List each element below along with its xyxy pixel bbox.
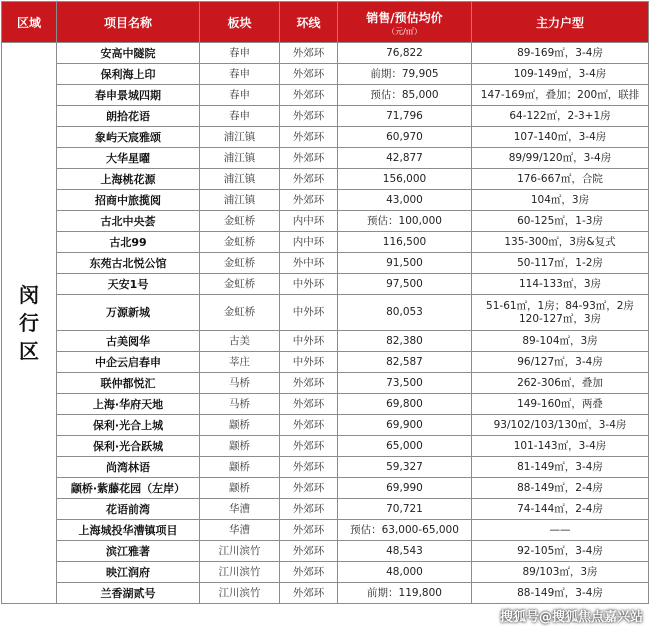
region-label: 闵行区 — [18, 281, 40, 365]
unit-type-text: 89-104㎡，3房 — [472, 336, 648, 347]
project-name-cell: 滨江雅著 — [57, 541, 200, 562]
price-cell: 70,721 — [338, 499, 472, 520]
area-cell: 春申 — [200, 106, 280, 127]
unit-type-cell — [472, 415, 649, 436]
project-name-cell: 上海·华府天地 — [57, 394, 200, 415]
header-row — [2, 2, 649, 43]
area-cell: 浦江镇 — [200, 169, 280, 190]
ring-cell: 外郊环 — [280, 373, 338, 394]
area-cell: 春申 — [200, 43, 280, 64]
area-cell: 华漕 — [200, 499, 280, 520]
ring-cell: 中外环 — [280, 352, 338, 373]
unit-type-cell — [472, 436, 649, 457]
table-row — [2, 169, 649, 190]
area-cell: 金虹桥 — [200, 295, 280, 331]
ring-cell: 中外环 — [280, 331, 338, 352]
table-row — [2, 583, 649, 604]
ring-cell: 外郊环 — [280, 169, 338, 190]
ring-cell: 内中环 — [280, 211, 338, 232]
unit-type-text: 64-122㎡，2-3+1房 — [472, 111, 648, 122]
price-cell: 59,327 — [338, 457, 472, 478]
area-cell: 颛桥 — [200, 457, 280, 478]
table-row — [2, 478, 649, 499]
ring-cell: 外郊环 — [280, 457, 338, 478]
unit-type-cell — [472, 352, 649, 373]
table-row — [2, 85, 649, 106]
table-row — [2, 253, 649, 274]
table-row — [2, 232, 649, 253]
area-cell: 金虹桥 — [200, 211, 280, 232]
table-row — [2, 331, 649, 352]
table-row — [2, 373, 649, 394]
unit-type-text: 104㎡，3房 — [472, 195, 648, 206]
header-type: 主力户型 — [472, 2, 649, 43]
header-region: 区域 — [2, 2, 57, 43]
unit-type-cell — [472, 232, 649, 253]
table-row — [2, 394, 649, 415]
price-cell: 80,053 — [338, 295, 472, 331]
unit-type-text: 51-61㎡，1房；84-93㎡，2房 — [472, 301, 648, 312]
unit-type-text: 147-169㎡，叠加；200㎡，联排 — [472, 90, 648, 101]
unit-type-text: 149-160㎡，两叠 — [472, 399, 648, 410]
unit-type-cell — [472, 562, 649, 583]
ring-cell: 外郊环 — [280, 520, 338, 541]
project-name-cell: 尚湾林语 — [57, 457, 200, 478]
header-ring: 环线 — [280, 2, 338, 43]
area-cell: 颛桥 — [200, 436, 280, 457]
price-cell: 82,587 — [338, 352, 472, 373]
table-row — [2, 562, 649, 583]
unit-type-cell — [472, 190, 649, 211]
project-name-cell: 东苑古北悦公馆 — [57, 253, 200, 274]
unit-type-cell — [472, 127, 649, 148]
table-row — [2, 436, 649, 457]
table-row — [2, 211, 649, 232]
project-name-cell: 古北99 — [57, 232, 200, 253]
area-cell: 浦江镇 — [200, 190, 280, 211]
unit-type-text: 50-117㎡，1-2房 — [472, 258, 648, 269]
table-row — [2, 499, 649, 520]
project-name-cell: 古美阅华 — [57, 331, 200, 352]
project-name-cell: 映江润府 — [57, 562, 200, 583]
area-cell: 颛桥 — [200, 478, 280, 499]
area-cell: 浦江镇 — [200, 127, 280, 148]
table-row — [2, 64, 649, 85]
unit-type-cell — [472, 583, 649, 604]
header-area: 板块 — [200, 2, 280, 43]
unit-type-text: 89/103㎡，3房 — [472, 567, 648, 578]
unit-type-text: 135-300㎡，3房&复式 — [472, 237, 648, 248]
table-row — [2, 127, 649, 148]
ring-cell: 外郊环 — [280, 64, 338, 85]
ring-cell: 外郊环 — [280, 415, 338, 436]
price-cell: 预估：100,000 — [338, 211, 472, 232]
table-row — [2, 274, 649, 295]
project-table — [1, 1, 649, 604]
unit-type-text: 93/102/103/130㎡，3-4房 — [472, 420, 648, 431]
price-cell: 42,877 — [338, 148, 472, 169]
unit-type-cell — [472, 295, 649, 331]
unit-type-cell — [472, 274, 649, 295]
ring-cell: 外郊环 — [280, 478, 338, 499]
unit-type-cell — [472, 541, 649, 562]
unit-type-text: 107-140㎡，3-4房 — [472, 132, 648, 143]
project-name-cell: 保利海上印 — [57, 64, 200, 85]
project-name-cell: 春申景城四期 — [57, 85, 200, 106]
unit-type-text: 88-149㎡，3-4房 — [472, 588, 648, 599]
unit-type-cell — [472, 148, 649, 169]
price-cell: 43,000 — [338, 190, 472, 211]
project-name-cell: 保利·光合上城 — [57, 415, 200, 436]
unit-type-text: 81-149㎡，3-4房 — [472, 462, 648, 473]
unit-type-cell — [472, 85, 649, 106]
ring-cell: 外郊环 — [280, 583, 338, 604]
table-row — [2, 148, 649, 169]
unit-type-cell — [472, 520, 649, 541]
area-cell: 古美 — [200, 331, 280, 352]
unit-type-cell — [472, 457, 649, 478]
unit-type-text: 114-133㎡，3房 — [472, 279, 648, 290]
project-name-cell: 天安1号 — [57, 274, 200, 295]
price-cell: 71,796 — [338, 106, 472, 127]
project-name-cell: 花语前湾 — [57, 499, 200, 520]
project-name-cell: 象屿天宸雅颂 — [57, 127, 200, 148]
unit-type-cell — [472, 478, 649, 499]
price-cell: 前期：79,905 — [338, 64, 472, 85]
table-row — [2, 106, 649, 127]
table-row — [2, 415, 649, 436]
area-cell: 春申 — [200, 64, 280, 85]
region-cell — [2, 43, 57, 604]
price-cell: 48,543 — [338, 541, 472, 562]
area-cell: 莘庄 — [200, 352, 280, 373]
ring-cell: 外郊环 — [280, 541, 338, 562]
area-cell: 江川滨竹 — [200, 541, 280, 562]
project-name-cell: 大华星曜 — [57, 148, 200, 169]
area-cell: 马桥 — [200, 394, 280, 415]
ring-cell: 外郊环 — [280, 436, 338, 457]
unit-type-cell — [472, 373, 649, 394]
area-cell: 马桥 — [200, 373, 280, 394]
project-name-cell: 联仲都悦汇 — [57, 373, 200, 394]
ring-cell: 外郊环 — [280, 85, 338, 106]
unit-type-cell — [472, 64, 649, 85]
unit-type-text: 89/99/120㎡，3-4房 — [472, 153, 648, 164]
project-name-cell: 古北中央荟 — [57, 211, 200, 232]
project-name-cell: 安高中隧院 — [57, 43, 200, 64]
price-cell: 48,000 — [338, 562, 472, 583]
area-cell: 浦江镇 — [200, 148, 280, 169]
table-body — [2, 43, 649, 604]
price-cell: 97,500 — [338, 274, 472, 295]
table-row — [2, 457, 649, 478]
project-name-cell: 中企云启春申 — [57, 352, 200, 373]
project-name-cell: 上海桃花源 — [57, 169, 200, 190]
ring-cell: 外郊环 — [280, 190, 338, 211]
ring-cell: 中外环 — [280, 295, 338, 331]
ring-cell: 内中环 — [280, 232, 338, 253]
ring-cell: 外郊环 — [280, 562, 338, 583]
table-row — [2, 295, 649, 331]
area-cell: 金虹桥 — [200, 253, 280, 274]
unit-type-text: 96/127㎡，3-4房 — [472, 357, 648, 368]
header-price — [338, 2, 472, 43]
area-cell: 颛桥 — [200, 415, 280, 436]
unit-type-text: 262-306㎡，叠加 — [472, 378, 648, 389]
price-cell: 76,822 — [338, 43, 472, 64]
unit-type-cell — [472, 106, 649, 127]
unit-type-cell — [472, 211, 649, 232]
unit-type-cell — [472, 43, 649, 64]
ring-cell: 外郊环 — [280, 43, 338, 64]
price-cell: 116,500 — [338, 232, 472, 253]
area-cell: 春申 — [200, 85, 280, 106]
price-cell: 69,990 — [338, 478, 472, 499]
project-name-cell: 保利·光合跃城 — [57, 436, 200, 457]
ring-cell: 外郊环 — [280, 499, 338, 520]
unit-type-text-line2: 120-127㎡，3房 — [472, 314, 648, 325]
unit-type-cell — [472, 499, 649, 520]
table-row — [2, 541, 649, 562]
ring-cell: 外郊环 — [280, 106, 338, 127]
unit-type-text: 88-149㎡，2-4房 — [472, 483, 648, 494]
unit-type-text: 74-144㎡，2-4房 — [472, 504, 648, 515]
price-cell: 91,500 — [338, 253, 472, 274]
unit-type-text: 89-169㎡，3-4房 — [472, 48, 648, 59]
area-cell: 江川滨竹 — [200, 583, 280, 604]
table-row — [2, 520, 649, 541]
header-price-unit: （元/㎡） — [338, 27, 471, 36]
ring-cell: 中外环 — [280, 274, 338, 295]
price-cell: 73,500 — [338, 373, 472, 394]
table-row — [2, 352, 649, 373]
unit-type-text: 109-149㎡，3-4房 — [472, 69, 648, 80]
ring-cell: 外郊环 — [280, 127, 338, 148]
project-name-cell: 朗拾花语 — [57, 106, 200, 127]
header-name: 项目名称 — [57, 2, 200, 43]
price-cell: 预估：85,000 — [338, 85, 472, 106]
area-cell: 江川滨竹 — [200, 562, 280, 583]
ring-cell: 外郊环 — [280, 148, 338, 169]
price-cell: 156,000 — [338, 169, 472, 190]
project-name-cell: 兰香湖贰号 — [57, 583, 200, 604]
price-cell: 预估：63,000-65,000 — [338, 520, 472, 541]
project-name-cell: 招商中旅揽阅 — [57, 190, 200, 211]
unit-type-cell — [472, 331, 649, 352]
unit-type-text: 60-125㎡，1-3房 — [472, 216, 648, 227]
price-cell: 69,900 — [338, 415, 472, 436]
project-name-cell: 颛桥·紫藤花园（左岸） — [57, 478, 200, 499]
project-name-cell: 万源新城 — [57, 295, 200, 331]
unit-type-text: 176-667㎡，合院 — [472, 174, 648, 185]
unit-type-cell — [472, 253, 649, 274]
price-cell: 前期：119,800 — [338, 583, 472, 604]
price-cell: 82,380 — [338, 331, 472, 352]
watermark-text: 搜狐号@搜狐焦点嘉兴站 — [500, 606, 643, 625]
unit-type-text: 92-105㎡，3-4房 — [472, 546, 648, 557]
ring-cell: 外郊环 — [280, 394, 338, 415]
unit-type-cell — [472, 169, 649, 190]
table-row — [2, 190, 649, 211]
price-cell: 69,800 — [338, 394, 472, 415]
area-cell: 金虹桥 — [200, 232, 280, 253]
ring-cell: 外中环 — [280, 253, 338, 274]
unit-type-text: —— — [472, 525, 648, 536]
unit-type-cell — [472, 394, 649, 415]
price-cell: 65,000 — [338, 436, 472, 457]
area-cell: 华漕 — [200, 520, 280, 541]
unit-type-text: 101-143㎡，3-4房 — [472, 441, 648, 452]
table-row — [2, 43, 649, 64]
area-cell: 金虹桥 — [200, 274, 280, 295]
header-price-label: 销售/预估均价 — [366, 11, 442, 25]
price-cell: 60,970 — [338, 127, 472, 148]
project-name-cell: 上海城投华漕镇项目 — [57, 520, 200, 541]
